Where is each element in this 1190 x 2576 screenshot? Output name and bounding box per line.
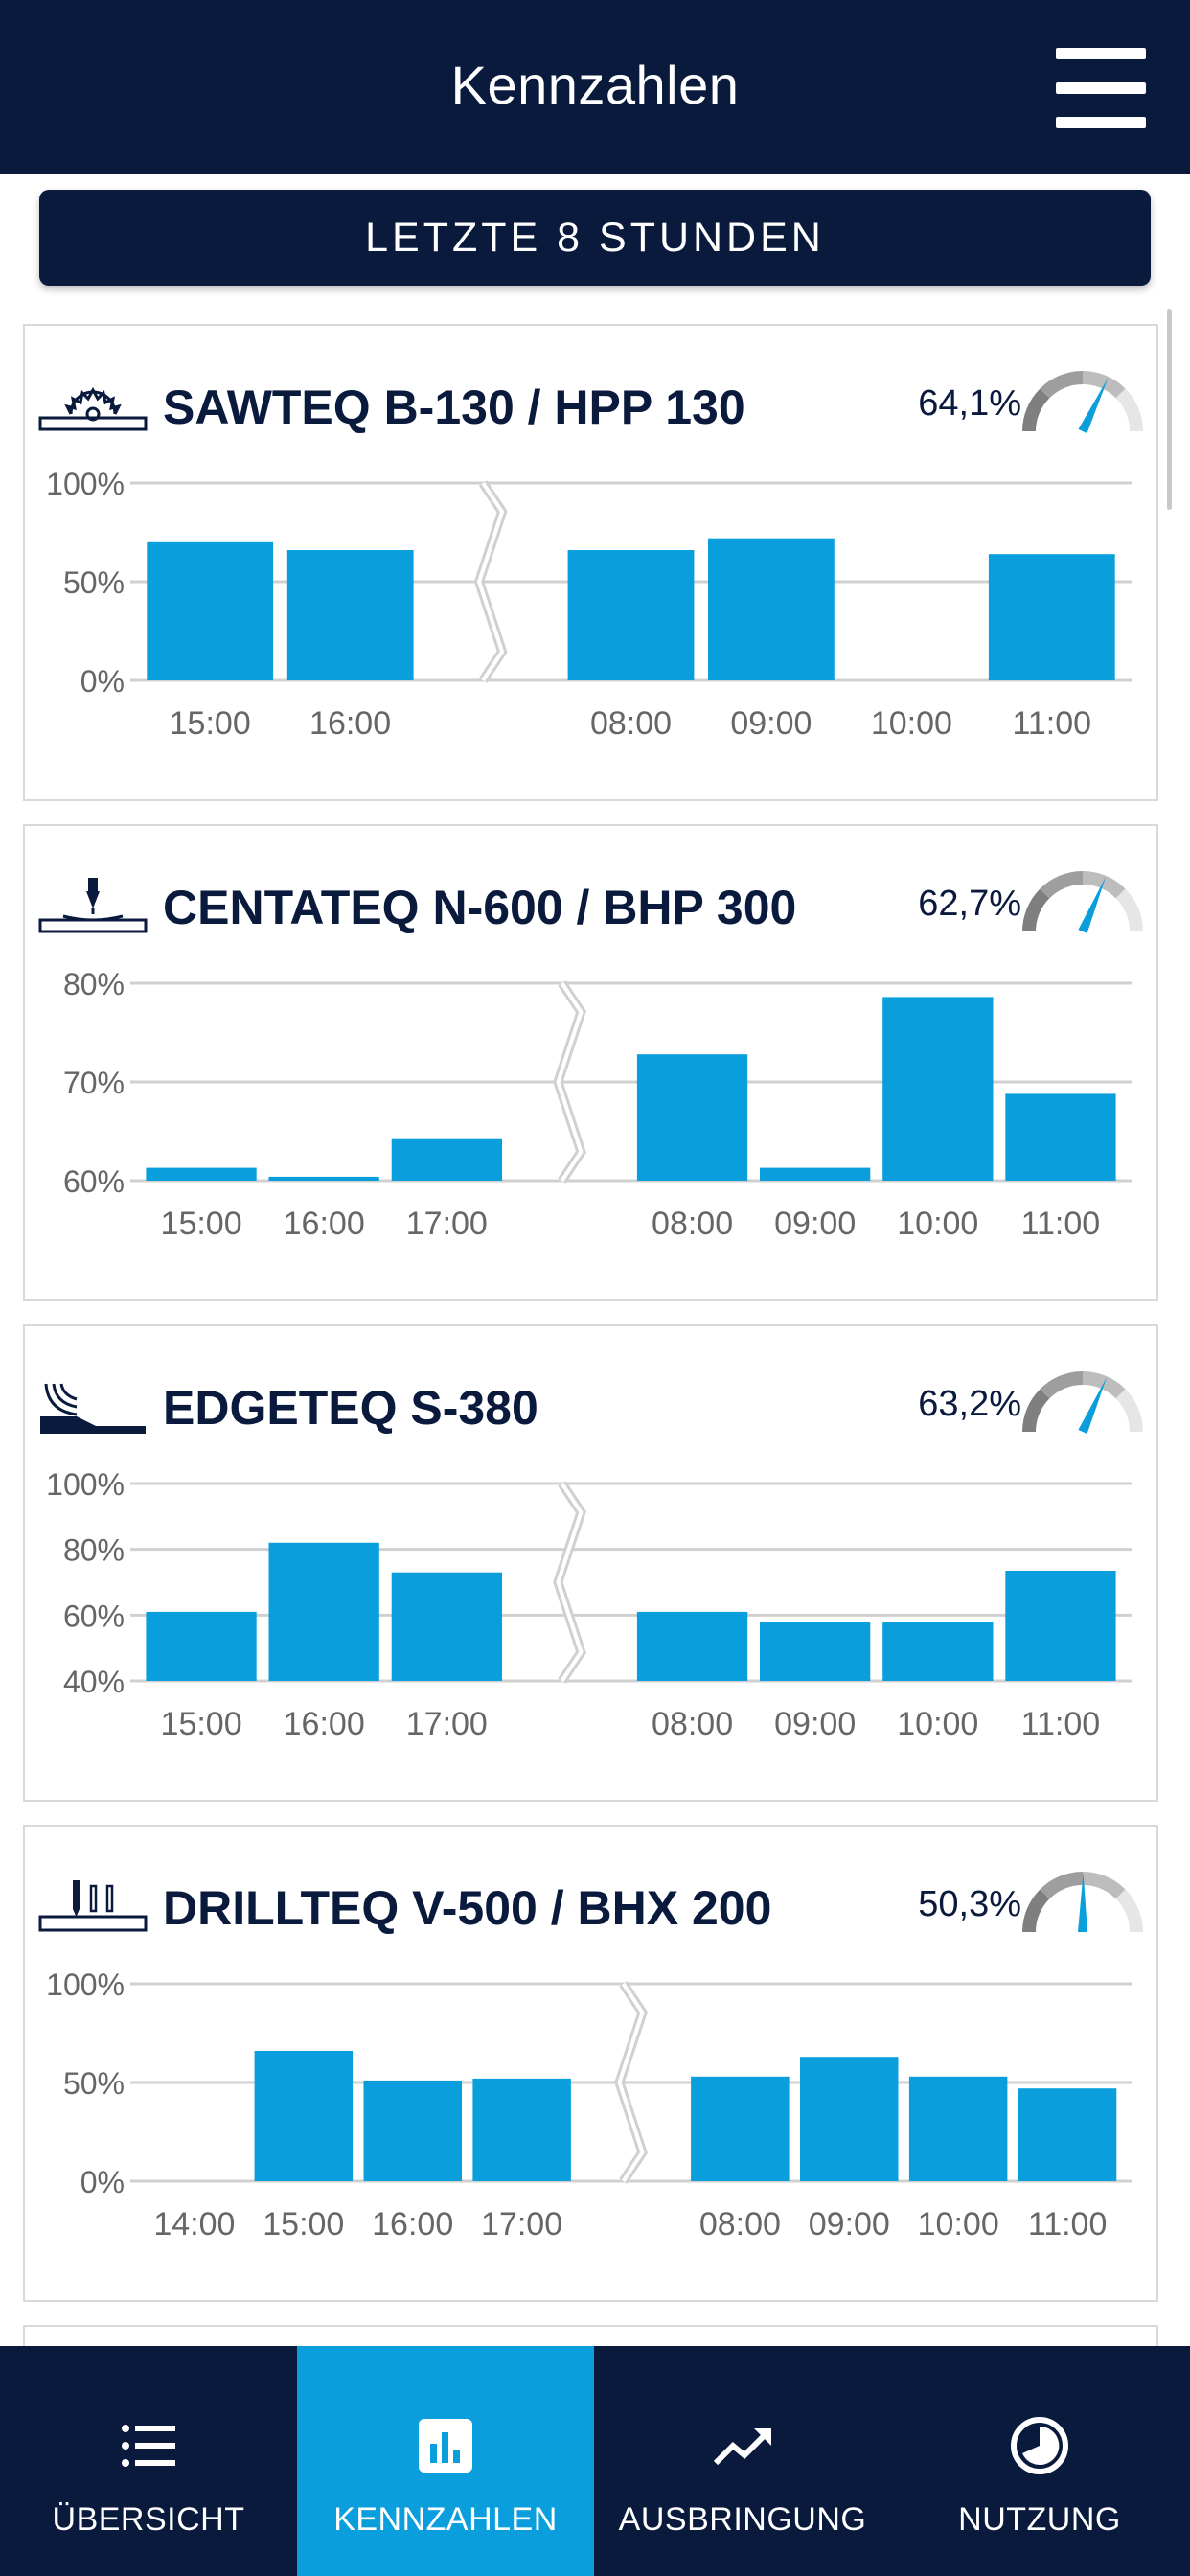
y-tick-label: 100% xyxy=(46,1967,125,2002)
bar xyxy=(1018,2088,1117,2181)
gauge-needle xyxy=(1078,1377,1107,1434)
bar xyxy=(392,1139,502,1181)
x-tick-label: 17:00 xyxy=(405,1206,488,1242)
bar xyxy=(1005,1571,1115,1681)
x-tick-label: 16:00 xyxy=(283,1706,365,1742)
bar xyxy=(364,2081,463,2181)
drilling-icon xyxy=(38,1878,148,1936)
tab-label: NUTZUNG xyxy=(958,2501,1121,2538)
gauge-segment xyxy=(1044,878,1083,893)
bar xyxy=(568,550,695,680)
x-tick-label: 16:00 xyxy=(283,1206,365,1242)
bar xyxy=(882,997,993,1181)
drill-spindle-icon xyxy=(38,878,148,935)
gauge-segment xyxy=(1029,1393,1044,1432)
x-tick-label: 16:00 xyxy=(372,2206,454,2242)
y-tick-label: 100% xyxy=(46,467,125,501)
bar xyxy=(909,2077,1008,2181)
bar xyxy=(146,1168,256,1181)
machine-name: EDGETEQ S-380 xyxy=(163,1381,538,1435)
x-tick-label: 08:00 xyxy=(698,2206,781,2242)
clock-pie-icon xyxy=(1009,2415,1070,2476)
bar xyxy=(255,2051,354,2181)
x-tick-label: 10:00 xyxy=(897,1706,979,1742)
y-tick-label: 50% xyxy=(62,565,125,600)
y-tick-label: 80% xyxy=(62,1532,125,1568)
machine-card[interactable] xyxy=(23,324,1158,801)
x-tick-label: 11:00 xyxy=(1027,2206,1108,2242)
period-selector-button[interactable]: LETZTE 8 STUNDEN xyxy=(39,190,1151,286)
bar-chart-icon xyxy=(415,2415,476,2476)
page-title: Kennzahlen xyxy=(450,55,740,115)
utilization-bar-chart xyxy=(25,1961,1160,2287)
utilization-bar-chart xyxy=(25,960,1160,1286)
x-tick-label: 09:00 xyxy=(774,1706,857,1742)
bar xyxy=(800,2057,899,2181)
y-tick-label: 0% xyxy=(80,2165,125,2199)
tab-label: AUSBRINGUNG xyxy=(618,2501,867,2538)
gauge-segment xyxy=(1083,1878,1121,1894)
bar xyxy=(760,1168,870,1181)
x-tick-label: 10:00 xyxy=(897,1206,979,1242)
bar xyxy=(637,1612,747,1681)
utilization-bar-chart xyxy=(25,1460,1160,1786)
x-tick-label: 15:00 xyxy=(169,705,251,742)
y-tick-label: 60% xyxy=(62,1598,125,1634)
x-tick-label: 10:00 xyxy=(870,705,952,742)
saw-icon xyxy=(38,378,148,435)
bar xyxy=(472,2079,571,2181)
bar xyxy=(989,554,1115,680)
x-tick-label: 10:00 xyxy=(917,2206,999,2242)
machine-card-header xyxy=(25,1827,1156,1961)
y-tick-label: 60% xyxy=(62,1164,125,1199)
tab-kennzahlen[interactable] xyxy=(297,2346,594,2576)
x-tick-label: 11:00 xyxy=(1020,1206,1101,1242)
y-tick-label: 50% xyxy=(62,2066,125,2101)
x-tick-label: 16:00 xyxy=(309,705,392,742)
machine-card[interactable] xyxy=(23,1324,1158,1802)
utilization-value: 63,2% xyxy=(918,1384,1021,1424)
machine-card[interactable] xyxy=(23,824,1158,1301)
tab-uebersicht[interactable] xyxy=(0,2346,297,2576)
bar xyxy=(760,1622,870,1681)
x-tick-label: 15:00 xyxy=(160,1206,242,1242)
bar xyxy=(691,2077,790,2181)
x-tick-label: 09:00 xyxy=(774,1206,857,1242)
x-tick-label: 11:00 xyxy=(1020,1706,1101,1742)
machine-name: DRILLTEQ V-500 / BHX 200 xyxy=(163,1881,772,1935)
app-header xyxy=(0,0,1190,174)
x-tick-label: 17:00 xyxy=(481,2206,563,2242)
gauge-segment xyxy=(1029,893,1044,932)
bar xyxy=(392,1573,502,1681)
x-tick-label: 15:00 xyxy=(263,2206,345,2242)
gauge-segment xyxy=(1029,1894,1044,1932)
x-tick-label: 17:00 xyxy=(405,1706,488,1742)
x-tick-label: 11:00 xyxy=(1012,705,1092,742)
bottom-navigation xyxy=(0,2346,1190,2576)
bar xyxy=(637,1054,747,1181)
utilization-gauge-icon xyxy=(1012,1355,1154,1439)
tab-ausbringung[interactable] xyxy=(594,2346,891,2576)
machine-card[interactable] xyxy=(23,1825,1158,2302)
bar xyxy=(269,1543,379,1681)
bar xyxy=(147,542,273,680)
tab-label: ÜBERSICHT xyxy=(52,2501,245,2538)
y-tick-label: 40% xyxy=(62,1665,125,1699)
hamburger-menu-icon[interactable] xyxy=(1056,48,1146,128)
machine-card-header xyxy=(25,326,1156,460)
machine-card[interactable] xyxy=(23,2325,1158,2346)
x-tick-label: 09:00 xyxy=(808,2206,890,2242)
scrollbar[interactable] xyxy=(1167,309,1172,510)
bar xyxy=(708,539,835,680)
gauge-segment xyxy=(1044,1378,1083,1393)
x-tick-label: 15:00 xyxy=(160,1706,242,1742)
utilization-gauge-icon xyxy=(1012,855,1154,939)
bar xyxy=(882,1622,993,1681)
y-tick-label: 70% xyxy=(62,1066,125,1100)
x-tick-label: 08:00 xyxy=(652,1706,734,1742)
gauge-segment xyxy=(1121,1894,1136,1932)
gauge-segment xyxy=(1121,1393,1136,1432)
x-tick-label: 08:00 xyxy=(652,1206,734,1242)
gauge-needle xyxy=(1079,378,1109,433)
gauge-segment xyxy=(1044,378,1083,393)
kpi-list[interactable] xyxy=(0,297,1190,2346)
list-icon xyxy=(118,2415,179,2476)
trend-up-icon xyxy=(712,2415,773,2476)
x-tick-label: 09:00 xyxy=(730,705,812,742)
machine-card-header xyxy=(25,1326,1156,1460)
y-tick-label: 0% xyxy=(80,664,125,699)
utilization-gauge-icon xyxy=(1012,1855,1154,1940)
machine-name: SAWTEQ B-130 / HPP 130 xyxy=(163,380,745,434)
y-tick-label: 80% xyxy=(62,967,125,1001)
tab-label: KENNZAHLEN xyxy=(333,2501,558,2538)
utilization-value: 62,7% xyxy=(918,884,1021,924)
machine-card-header xyxy=(25,826,1156,960)
edgebander-icon xyxy=(38,1378,148,1436)
utilization-bar-chart xyxy=(25,460,1160,786)
utilization-value: 64,1% xyxy=(918,383,1021,424)
tab-nutzung[interactable] xyxy=(891,2346,1188,2576)
bar xyxy=(287,550,414,680)
bar xyxy=(1005,1093,1115,1181)
gauge-segment xyxy=(1029,393,1044,431)
bar xyxy=(146,1612,256,1681)
axis-break xyxy=(558,1484,581,1681)
x-tick-label: 08:00 xyxy=(589,705,673,742)
gauge-segment xyxy=(1044,1878,1083,1894)
y-tick-label: 100% xyxy=(46,1467,125,1502)
utilization-value: 50,3% xyxy=(918,1884,1021,1924)
gauge-segment xyxy=(1121,893,1136,932)
utilization-gauge-icon xyxy=(1012,355,1154,439)
x-tick-label: 14:00 xyxy=(153,2206,236,2242)
machine-name: CENTATEQ N-600 / BHP 300 xyxy=(163,881,797,934)
bar xyxy=(269,1177,379,1181)
gauge-segment xyxy=(1121,393,1136,431)
